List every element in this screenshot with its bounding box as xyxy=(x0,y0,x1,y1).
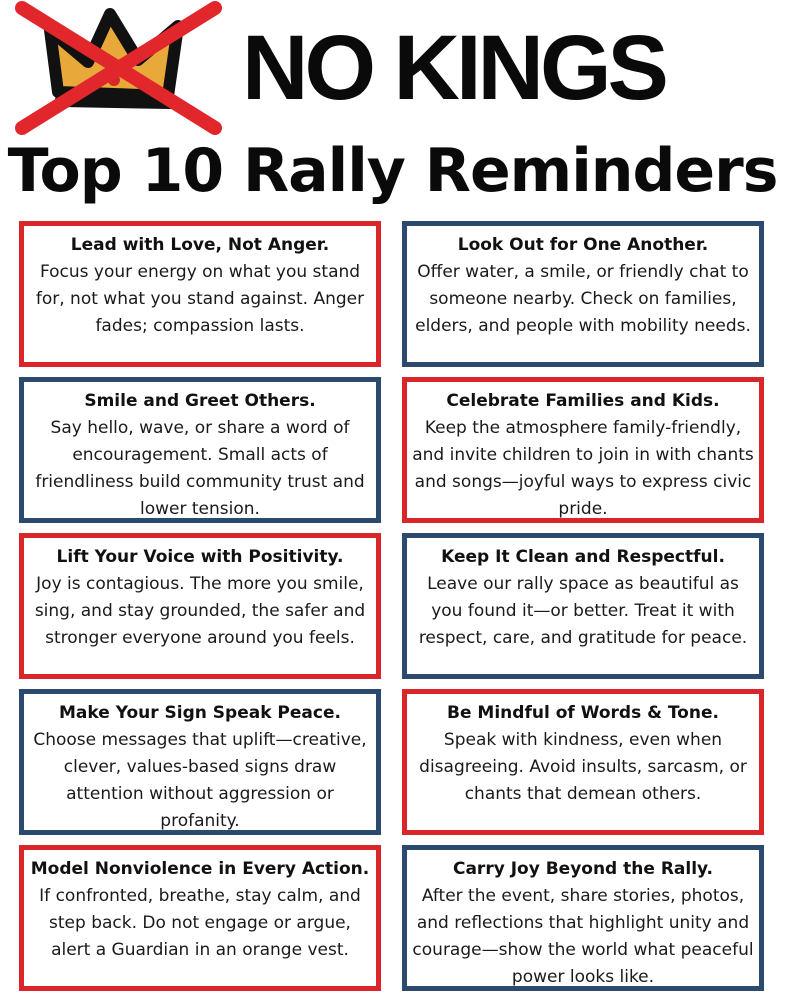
reminder-title: Keep It Clean and Respectful. xyxy=(441,547,725,567)
reminder-card xyxy=(402,377,764,523)
reminder-title: Model Nonviolence in Every Action. xyxy=(30,859,370,879)
header xyxy=(0,0,785,215)
reminder-title: Smile and Greet Others. xyxy=(84,391,316,411)
reminder-body: Joy is contagious. The more you smile, sing, and stay grounded, the safer and stronger everyone around you feels. xyxy=(34,574,366,648)
reminder-card xyxy=(19,377,381,523)
reminder-card xyxy=(19,533,381,679)
reminder-title: Lead with Love, Not Anger. xyxy=(70,235,330,255)
reminder-title: Make Your Sign Speak Peace. xyxy=(59,703,341,723)
reminder-title: Look Out for One Another. xyxy=(457,235,709,255)
reminder-body: Speak with kindness, even when disagreeing. Avoid insults, sarcasm, or chants that demean others. xyxy=(419,730,747,804)
reminder-body: Focus your energy on what you stand for, not what you stand against. Anger fades; compassion lasts. xyxy=(35,262,365,336)
crossed-out-crown-icon xyxy=(10,0,230,140)
reminder-card xyxy=(19,689,381,835)
page-title: Top 10 Rally Reminders xyxy=(7,136,778,206)
reminder-title: Celebrate Families and Kids. xyxy=(446,391,720,411)
reminder-body: Offer water, a smile, or friendly chat to someone nearby. Check on families, elders, and people with mobility needs. xyxy=(415,262,751,336)
reminder-card xyxy=(19,845,381,991)
reminder-body: Say hello, wave, or share a word of encouragement. Small acts of friendliness build community trust and lower tension. xyxy=(35,418,365,519)
reminder-card xyxy=(402,845,764,991)
reminder-card xyxy=(402,533,764,679)
reminder-body: Keep the atmosphere family-friendly, and invite children to join in with chants and songs—joyful ways to express civic pride. xyxy=(412,418,754,519)
reminder-body: If confronted, breathe, stay calm, and step back. Do not engage or argue, alert a Guardian in an orange vest. xyxy=(39,886,361,960)
reminder-card xyxy=(402,221,764,367)
reminder-body: Choose messages that uplift—creative, clever, values-based signs draw attention without aggression or profanity. xyxy=(33,730,367,831)
reminder-card xyxy=(19,221,381,367)
reminder-body: After the event, share stories, photos, and reflections that highlight unity and courage—show the world what peaceful power looks like. xyxy=(412,886,754,987)
brand-wordmark: NO KINGS xyxy=(242,17,665,119)
reminders-grid xyxy=(19,221,764,991)
reminder-title: Carry Joy Beyond the Rally. xyxy=(452,859,714,879)
reminder-title: Lift Your Voice with Positivity. xyxy=(56,547,344,567)
reminder-card xyxy=(402,689,764,835)
reminder-body: Leave our rally space as beautiful as you found it—or better. Treat it with respect, care, and gratitude for peace. xyxy=(418,574,748,648)
reminder-title: Be Mindful of Words & Tone. xyxy=(447,703,719,723)
